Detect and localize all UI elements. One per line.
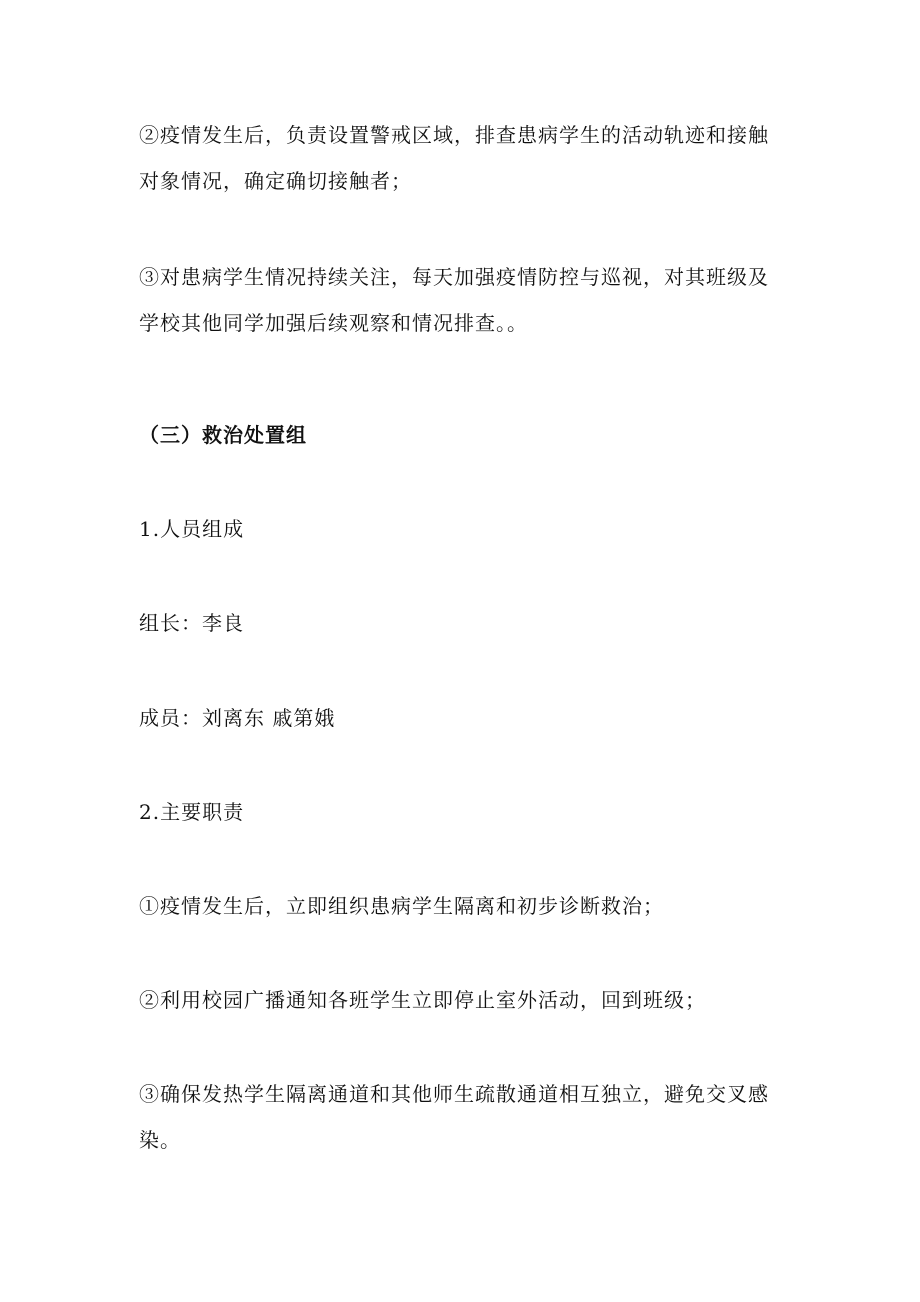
paragraph-duty-2-broadcast: ②利用校园广播通知各班学生立即停止室外活动，回到班级； — [139, 988, 706, 1012]
text-group-leader: 组长：李良 — [139, 611, 244, 635]
text-group-members: 成员：刘离东 戚第娥 — [139, 706, 336, 730]
section-heading-treatment-group: （三）救治处置组 — [139, 423, 307, 447]
paragraph-duty-3-separate-channels: ③确保发热学生隔离通道和其他师生疏散通道相互独立，避免交叉感染。 — [139, 1082, 769, 1152]
paragraph-duty-3-follow-up: ③对患病学生情况持续关注，每天加强疫情防控与巡视，对其班级及学校其他同学加强后续观察和情况排查。。 — [139, 265, 769, 335]
subheading-personnel: 1.人员组成 — [139, 517, 245, 541]
subheading-main-duties: 2.主要职责 — [139, 800, 245, 824]
paragraph-duty-2-investigation: ②疫情发生后，负责设置警戒区域，排查患病学生的活动轨迹和接触对象情况，确定确切接触者； — [139, 123, 769, 193]
paragraph-duty-1-isolation: ①疫情发生后，立即组织患病学生隔离和初步诊断救治； — [139, 894, 664, 918]
